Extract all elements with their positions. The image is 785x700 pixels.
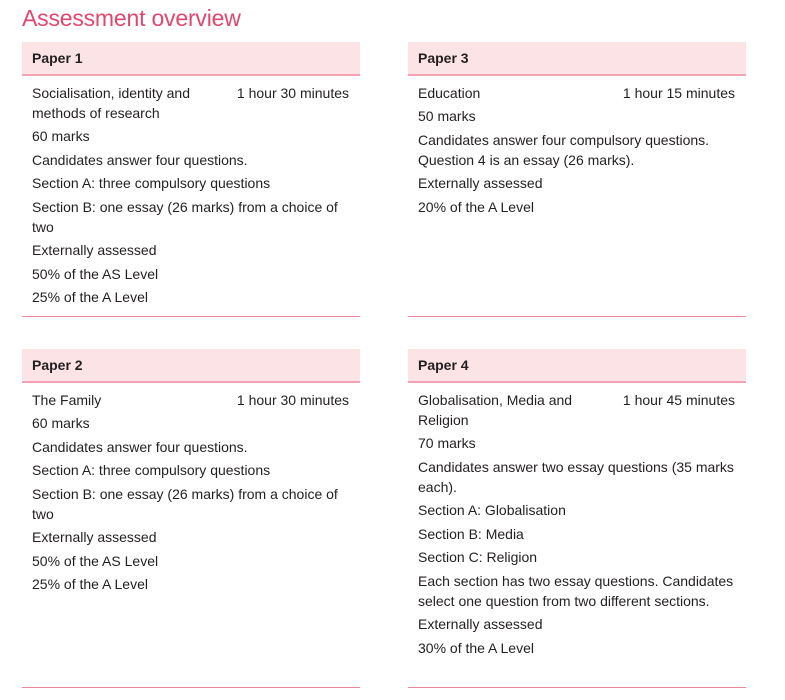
paper-detail: Each section has two essay questions. Candidates select one question from two different sections. (418, 572, 734, 609)
paper-detail: 30% of the A Level (418, 639, 534, 656)
paper-subject: Socialisation, identity and methods of research (32, 85, 190, 121)
paper-detail: 25% of the A Level (32, 289, 148, 305)
paper-detail: Externally assessed (32, 242, 157, 258)
paper-duration: 1 hour 30 minutes (236, 392, 349, 408)
paper-detail: Externally assessed (418, 175, 543, 191)
paper-duration: 1 hour 30 minutes (236, 85, 349, 101)
paper-detail: Section C: Religion (418, 549, 538, 565)
paper-header (408, 349, 746, 383)
paper-detail: Section A: three compulsory questions (32, 462, 271, 478)
paper-detail: 60 marks (32, 128, 90, 144)
paper-detail: Externally assessed (32, 529, 157, 545)
paper-heading: Paper 1 (32, 50, 83, 66)
paper-card-2 (22, 349, 360, 690)
paper-heading: Paper 4 (418, 357, 469, 373)
card-divider (22, 316, 360, 317)
paper-subject: Globalisation, Media and Religion (418, 392, 573, 428)
paper-detail: Section B: Media (418, 525, 524, 542)
paper-detail: 50 marks (418, 108, 476, 124)
paper-detail: 25% of the A Level (32, 576, 148, 592)
card-divider (22, 687, 360, 688)
paper-subject: The Family (32, 392, 102, 408)
paper-card-4 (408, 349, 746, 690)
paper-card-3 (408, 42, 746, 317)
paper-detail: Section B: one essay (26 marks) from a choice of two (32, 198, 338, 235)
paper-header (22, 42, 360, 76)
paper-header (22, 349, 360, 383)
card-divider (408, 687, 746, 688)
paper-detail: 50% of the AS Level (32, 265, 159, 282)
paper-duration: 1 hour 15 minutes (622, 85, 735, 101)
paper-header (408, 42, 746, 76)
paper-detail: Candidates answer four compulsory questions. Question 4 is an essay (26 marks). (418, 131, 710, 168)
paper-detail: 60 marks (32, 415, 90, 431)
paper-detail: 20% of the A Level (418, 198, 534, 215)
paper-subject: Education (418, 85, 481, 101)
paper-detail: Candidates answer four questions. (32, 438, 248, 455)
card-divider (408, 316, 746, 317)
paper-heading: Paper 3 (418, 50, 469, 66)
paper-detail: Candidates answer four questions. (32, 151, 248, 168)
paper-detail: Candidates answer two essay questions (35 marks each). (418, 458, 734, 495)
paper-card-1 (22, 42, 360, 317)
paper-detail: Section B: one essay (26 marks) from a choice of two (32, 485, 338, 522)
paper-detail: 70 marks (418, 435, 476, 451)
paper-duration: 1 hour 45 minutes (622, 392, 735, 408)
paper-heading: Paper 2 (32, 357, 83, 373)
paper-detail: Externally assessed (418, 616, 543, 632)
paper-detail: Section A: three compulsory questions (32, 175, 271, 191)
page-title: Assessment overview (22, 5, 241, 31)
paper-detail: 50% of the AS Level (32, 552, 159, 569)
paper-detail: Section A: Globalisation (418, 502, 566, 518)
